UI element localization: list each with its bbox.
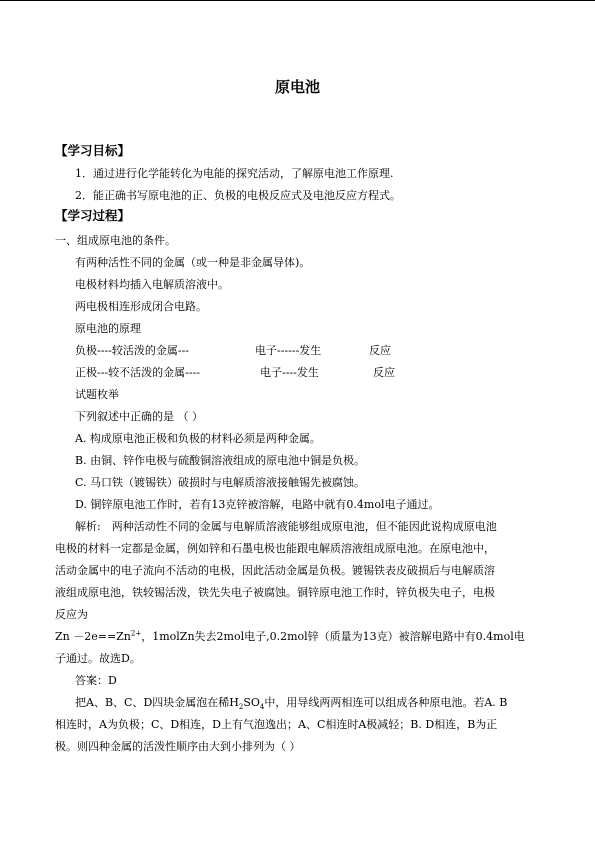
positive-part-b: 电子----发生 xyxy=(260,366,319,379)
question-1-option-a: A. 构成原电池正极和负极的材料必须是两种金属。 xyxy=(75,432,321,445)
equation-line xyxy=(55,630,555,644)
objectives-header: 【学习目标】 xyxy=(55,143,131,158)
top-rule xyxy=(0,0,595,1)
condition-2: 电极材料均插入电解质溶液中。 xyxy=(75,278,229,291)
question-1-stem: 下列叙述中正确的是 （ ） xyxy=(75,410,203,423)
equation-pre: Zn －2e==Zn xyxy=(55,630,131,643)
positive-electrode-line xyxy=(75,366,575,380)
negative-part-a: 负极----较活泼的金属--- xyxy=(75,344,190,357)
question-1-option-d: D. 铜锌原电池工作时，若有13克锌被溶解，电路中就有0.4mol电子通过。 xyxy=(75,498,440,511)
question-2-line-2: 相连时，A为负极；C、D相连，D上有气泡逸出；A、C相连时A极减轻；B. D相连，B为正 xyxy=(55,718,498,731)
analysis-line-2: 电极的材料一定都是金属，例如锌和石墨电极也能跟电解质溶液组成原电池。在原电池中， xyxy=(55,542,495,555)
equation-line-2: 子通过。故选D。 xyxy=(55,652,141,665)
equation-charge: 2+ xyxy=(130,629,142,638)
analysis-line-4: 液组成原电池，铁较锡活泼，铁先失电子被腐蚀。铜锌原电池工作时，锌负极失电子，电极 xyxy=(55,586,495,599)
principle-heading: 原电池的原理 xyxy=(75,322,141,335)
question-2-line-1 xyxy=(75,696,575,710)
analysis-line-3: 活动金属中的电子流向不活动的电极，因此活动金属是负极。镀锡铁表皮破损后与电解质溶 xyxy=(55,564,495,577)
q2-pre: 把A、B、C、D四块金属泡在稀H xyxy=(75,696,239,709)
objective-1: 1．通过进行化学能转化为电能的探究活动，了解原电池工作原理. xyxy=(75,167,394,180)
answer: 答案：D xyxy=(75,674,117,687)
positive-part-a: 正极---较不活泼的金属---- xyxy=(75,366,201,379)
question-1-option-b: B. 由铜、锌作电极与硫酸铜溶液组成的原电池中铜是负极。 xyxy=(75,454,366,467)
objective-2: 2．能正确书写原电池的正、负极的电极反应式及电池反应方程式。 xyxy=(75,189,401,202)
q2-sub-1: 2 xyxy=(238,703,244,712)
process-header: 【学习过程】 xyxy=(55,208,131,223)
negative-part-b: 电子------发生 xyxy=(255,344,322,357)
q2-post: 中，用导线两两相连可以组成各种原电池。若A. B xyxy=(264,696,508,709)
negative-electrode-line xyxy=(75,344,575,358)
negative-part-c: 反应 xyxy=(369,344,391,357)
equation-post: ，1molZn失去2mol电子,0.2mol锌（质量为13克）被溶解电路中有0.4mol电 xyxy=(141,630,525,643)
analysis-line-1: 解析: 两种活动性不同的金属与电解质溶液能够组成原电池，但不能因此说构成原电池 xyxy=(75,520,497,533)
q2-sub-2: 4 xyxy=(259,703,265,712)
question-2-line-3: 极。则四种金属的活泼性顺序由大到小排列为（ ） xyxy=(55,740,301,753)
question-1-option-c: C. 马口铁（镀锡铁）破损时与电解质溶液接触锡先被腐蚀。 xyxy=(75,476,366,489)
condition-1: 有两种活性不同的金属（或一种是非金属导体)。 xyxy=(75,256,311,269)
page-title: 原电池 xyxy=(274,78,320,96)
condition-3: 两电极相连形成闭合电路。 xyxy=(75,300,207,313)
section-heading: 一、组成原电池的条件。 xyxy=(55,234,176,247)
q2-mid: SO xyxy=(243,696,260,709)
positive-part-c: 反应 xyxy=(373,366,395,379)
analysis-line-5: 反应为 xyxy=(55,608,88,621)
examples-heading: 试题枚举 xyxy=(75,388,119,401)
